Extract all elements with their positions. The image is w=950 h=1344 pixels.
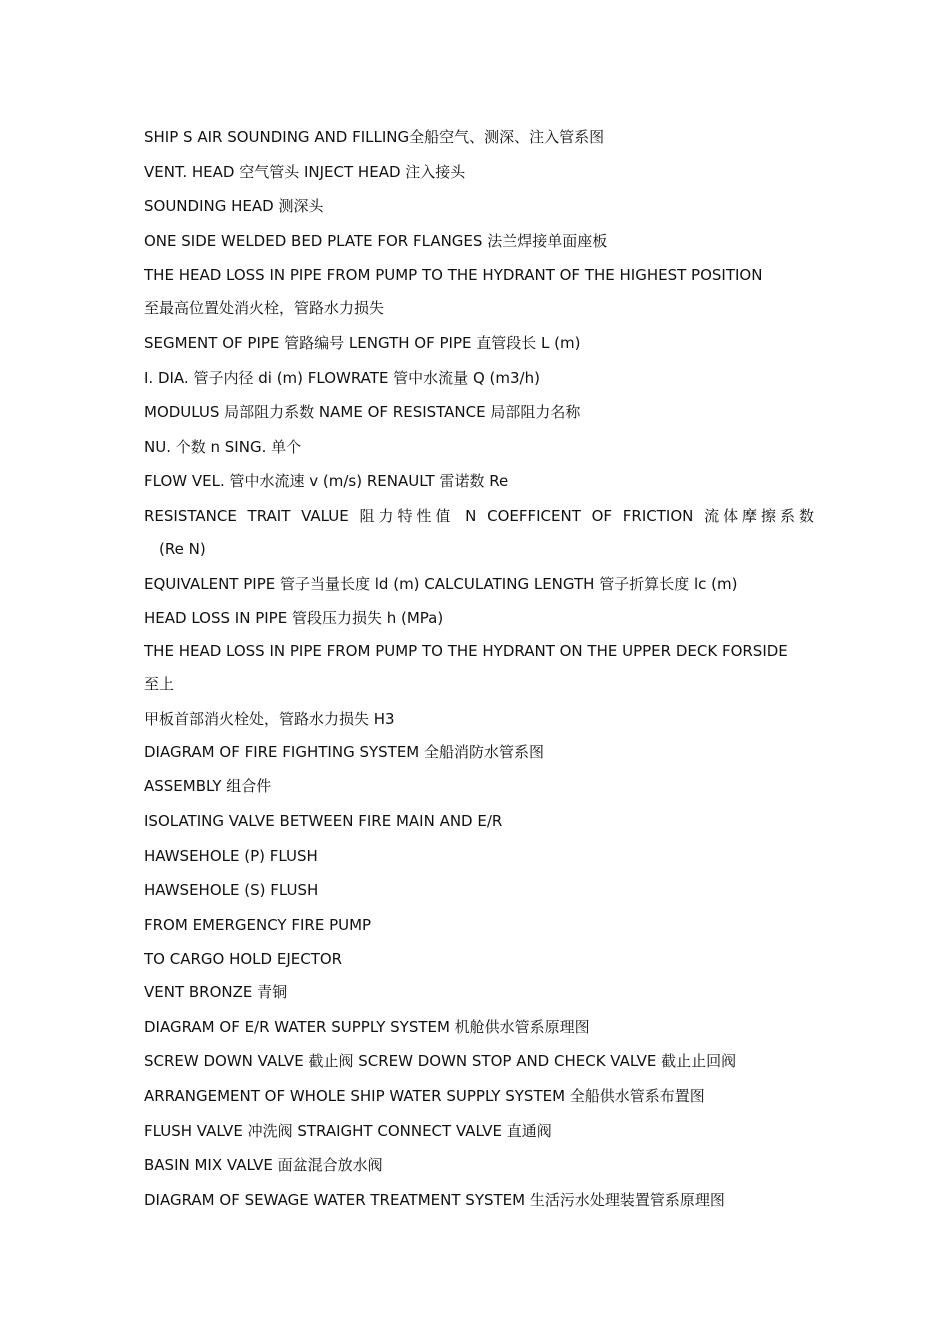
text-line: VENT. HEAD 空气管头 INJECT HEAD 注入接头 <box>144 162 466 181</box>
text-line: (Re N) <box>159 539 206 558</box>
text-line: 至最高位置处消火栓，管路水力损失 <box>144 299 385 318</box>
text-line: SEGMENT OF PIPE 管路编号 LENGTH OF PIPE 直管段长 L (m) <box>144 333 581 352</box>
text-line: FLUSH VALVE 冲洗阀 STRAIGHT CONNECT VALVE 直通阀 <box>144 1121 552 1140</box>
text-line: HAWSEHOLE (S) FLUSH <box>144 881 319 900</box>
text-line: ARRANGEMENT OF WHOLE SHIP WATER SUPPLY SYSTEM 全船供水管系布置图 <box>144 1087 705 1106</box>
text-line: SHIP S AIR SOUNDING AND FILLING全船空气、测深、注入管系图 <box>144 128 605 146</box>
text-line: HEAD LOSS IN PIPE 管段压力损失 h (MPa) <box>144 609 444 628</box>
text-line: SCREW DOWN VALVE 截止阀 SCREW DOWN STOP AND CHECK VALVE 截止止回阀 <box>144 1052 737 1071</box>
text-line: TO CARGO HOLD EJECTOR <box>144 950 343 969</box>
text-line: ISOLATING VALVE BETWEEN FIRE MAIN AND E/R <box>144 811 503 830</box>
text-line: DIAGRAM OF E/R WATER SUPPLY SYSTEM 机舱供水管系原理图 <box>144 1017 590 1036</box>
text-line: DIAGRAM OF FIRE FIGHTING SYSTEM 全船消防水管系图 <box>144 742 545 761</box>
text-line: FROM EMERGENCY FIRE PUMP <box>144 915 372 934</box>
text-line: SOUNDING HEAD 测深头 <box>144 197 324 216</box>
text-line: DIAGRAM OF SEWAGE WATER TREATMENT SYSTEM 生活污水处理装置管系原理图 <box>144 1190 725 1209</box>
text-line: FLOW VEL. 管中水流速 v (m/s) RENAULT 雷诺数 Re <box>144 472 509 491</box>
text-line: VENT BRONZE 青铜 <box>144 983 288 1002</box>
text-line: THE HEAD LOSS IN PIPE FROM PUMP TO THE HYDRANT ON THE UPPER DECK FORSIDE <box>144 642 788 661</box>
text-line: ONE SIDE WELDED BED PLATE FOR FLANGES 法兰焊接单面座板 <box>144 231 608 250</box>
text-line: RESISTANCE TRAIT VALUE 阻力特性值 N COEFFICENT OF FRICTION 流体摩擦系数 <box>144 506 814 525</box>
text-line: 甲板首部消火栓处，管路水力损失 H3 <box>144 709 395 728</box>
text-line: I. DIA. 管子内径 di (m) FLOWRATE 管中水流量 Q (m3/h) <box>144 368 540 387</box>
text-line: BASIN MIX VALVE 面盆混合放水阀 <box>144 1156 383 1175</box>
text-line: ASSEMBLY 组合件 <box>144 777 272 796</box>
text-line: 至上 <box>144 675 175 694</box>
text-line: EQUIVALENT PIPE 管子当量长度 ld (m) CALCULATING LENGTH 管子折算长度 lc (m) <box>144 574 738 593</box>
glossary-text <box>144 128 814 1225</box>
text-line: NU. 个数 n SING. 单个 <box>144 437 302 456</box>
text-line: THE HEAD LOSS IN PIPE FROM PUMP TO THE HYDRANT OF THE HIGHEST POSITION <box>144 266 763 285</box>
text-line: HAWSEHOLE (P) FLUSH <box>144 846 318 865</box>
text-line: MODULUS 局部阻力系数 NAME OF RESISTANCE 局部阻力名称 <box>144 403 581 422</box>
